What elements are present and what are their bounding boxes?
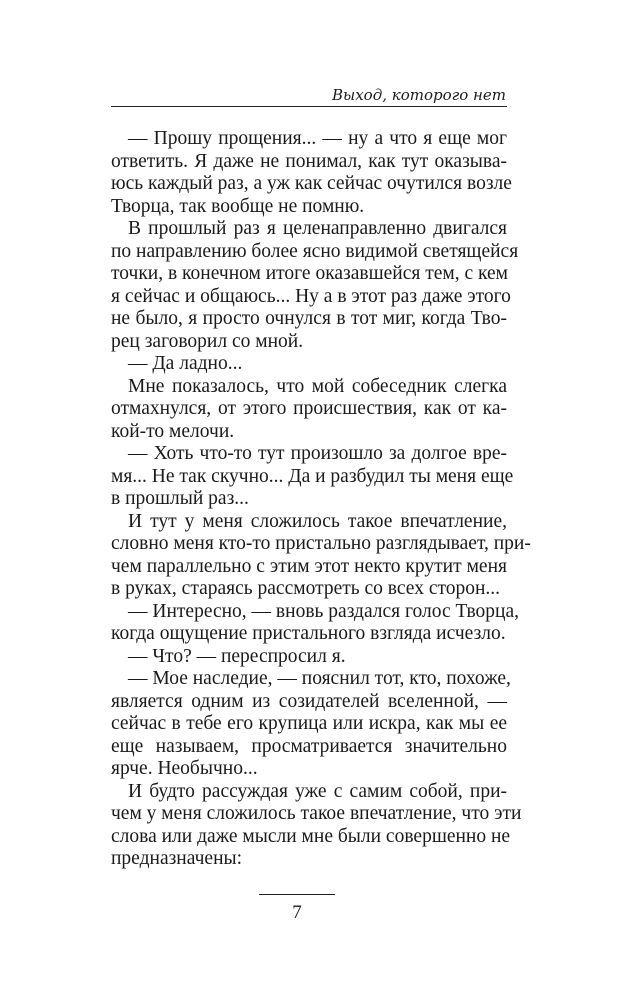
header-divider (111, 106, 507, 107)
text-line: сейчас в тебе его крупица или искра, как мы ее (111, 713, 507, 734)
text-line: не было, я просто очнулся в тот миг, когда Тво- (111, 308, 507, 329)
text-line: предназначены: (111, 848, 243, 869)
text-line: — Прошу прощения... — ну а что я еще мог (128, 128, 507, 149)
text-line: словно меня кто-то пристально разглядывает, при- (111, 533, 531, 554)
text-line: точки, в конечном итоге оказавшейся тем, с кем (111, 263, 508, 284)
text-line: мя... Не так скучно... Да и разбудил ты меня еще (111, 465, 514, 487)
text-line: — Мое наследие, — пояснил тот, кто, похоже, (128, 668, 511, 689)
footer-divider (259, 894, 335, 895)
running-header-title: Выход, которого нет (331, 86, 506, 104)
text-line: в руках, стараясь рассмотреть со всех сторон... (111, 578, 501, 599)
text-line: слова или даже мысли мне были совершенно не (111, 825, 511, 847)
text-line: я сейчас и общаюсь... Ну а в этот раз даже этого (111, 285, 511, 307)
text-line: еще называем, просматривается значительно (111, 735, 507, 757)
text-line: является одним из созидателей вселенной, — (111, 690, 507, 712)
page-body (111, 128, 531, 871)
text-line: рец заговорил со мной. (111, 330, 304, 352)
page-number: 7 (292, 902, 302, 923)
text-line: — Хоть что-то тут произошло за долгое вре- (128, 443, 507, 464)
text-line: Мне показалось, что мой собеседник слегка (128, 375, 507, 397)
text-line: — Что? — переспросил я. (128, 645, 346, 667)
text-line: И будто рассуждая уже с самим собой, при- (128, 780, 507, 802)
text-line: чем параллельно с этим этот некто крутит меня (111, 555, 507, 577)
text-line: по направлению более ясно видимой светящейся (111, 240, 519, 262)
text-line: — Да ладно... (128, 353, 243, 374)
text-line: юсь каждый раз, а уж как сейчас очутился возле (111, 173, 512, 194)
text-line: отмахнулся, от этого происшествия, как от ка- (111, 398, 507, 419)
text-line: В прошлый раз я целенаправленно двигался (128, 218, 507, 239)
text-line: — Интересно, — вновь раздался голос Творца, (128, 600, 520, 622)
text-line: И тут у меня сложилось такое впечатление, (128, 510, 507, 532)
text-line: ярче. Необычно... (111, 758, 258, 779)
text-line: когда ощущение пристального взгляда исчезло. (111, 623, 506, 644)
text-line: чем у меня сложилось такое впечатление, что эти (111, 803, 522, 824)
text-line: кой-то мелочи. (111, 420, 235, 442)
text-line: ответить. Я даже не понимал, как тут оказыва- (111, 150, 507, 172)
text-line: в прошлый раз... (111, 488, 249, 509)
text-line: Творца, так вообще не помню. (111, 195, 365, 217)
